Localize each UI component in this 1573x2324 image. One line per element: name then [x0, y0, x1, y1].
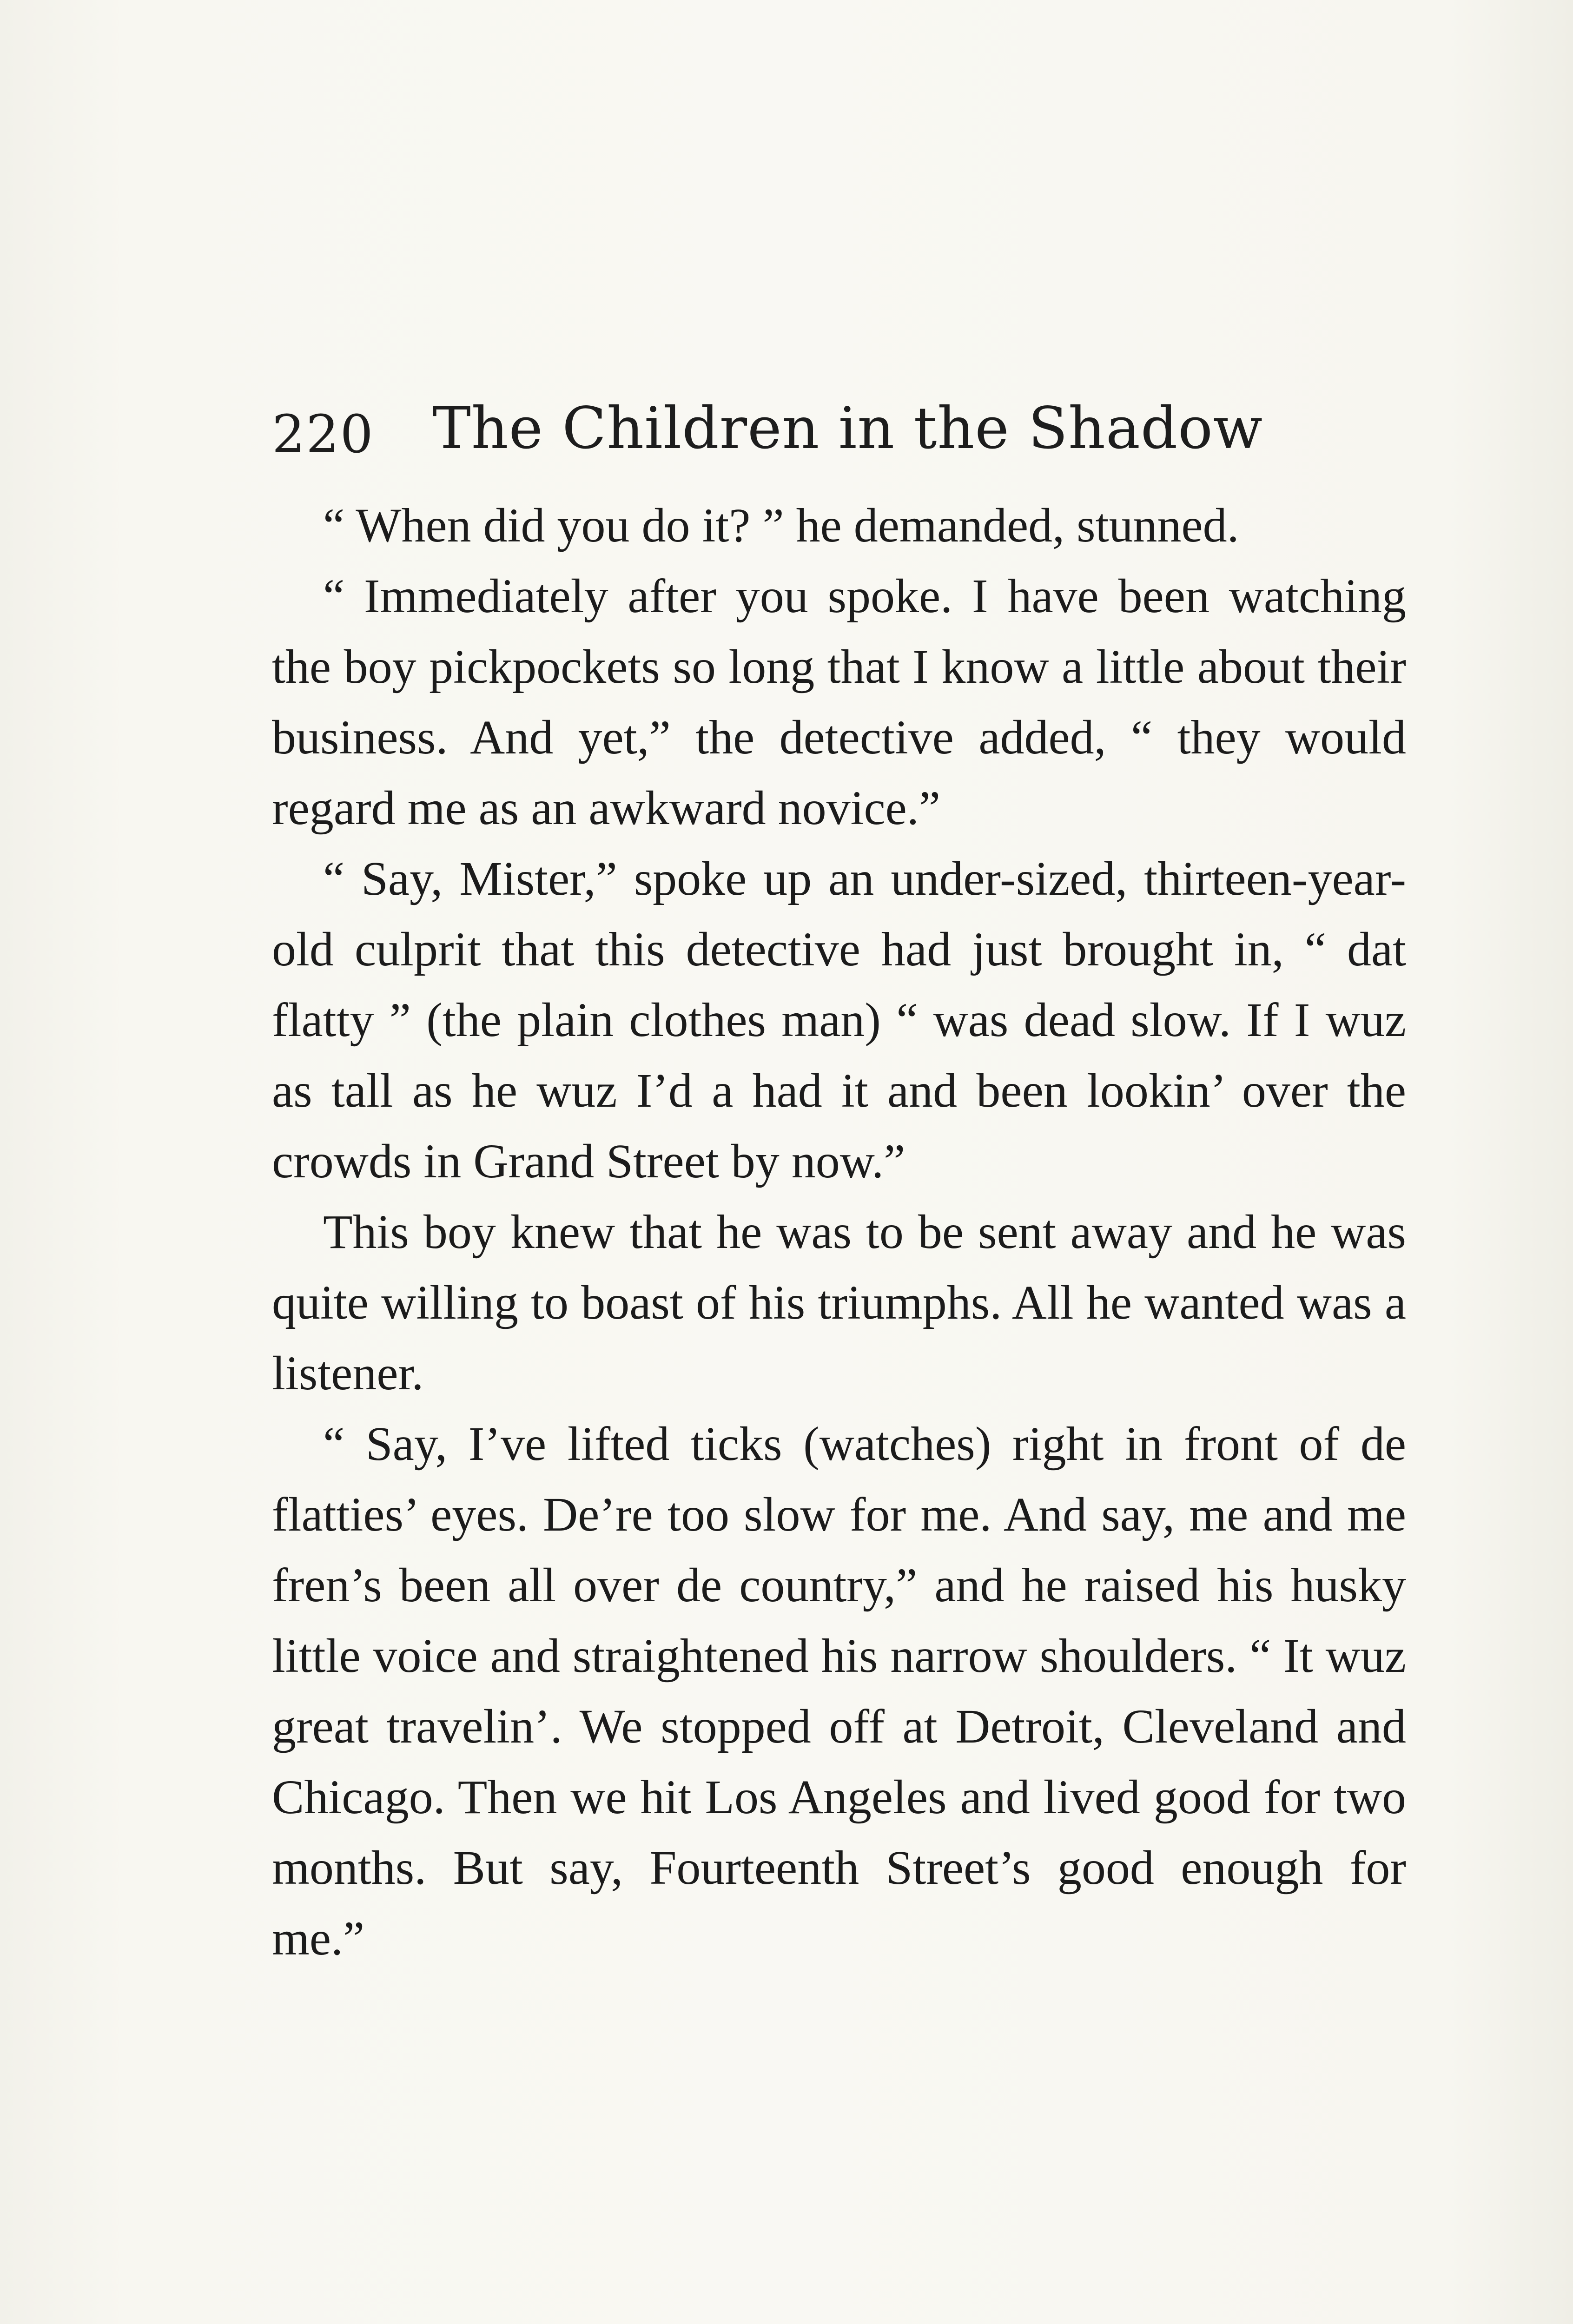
page-header	[272, 386, 1411, 479]
paragraph: “ Say, I’ve lifted ticks (watches) right in front of de flatties’ eyes. De’re too slow for me. And say, me and me fren’s been all over de country,” and he raised his husky little voice and straightened his narrow shoulders. “ It wuz great travelin’. We stopped off at Detroit, Cleveland and Chicago. Then we hit Los Angeles and lived good for two months. But say, Fourteenth Street’s good enough for me.”	[272, 1417, 1406, 1965]
paragraph: “ Say, Mister,” spoke up an under-sized, thirteen-year-old culprit that this detective had just brought in, “ dat flatty ” (the plain clothes man) “ was dead slow. If I wuz as tall as he wuz I’d a had it and been lookin’ over the crowds in Grand Street by now.”	[272, 852, 1406, 1188]
paragraph: “ When did you do it? ” he demanded, stunned.	[323, 499, 1239, 552]
paragraph: “ Immediately after you spoke. I have been watching the boy pickpockets so long that I know a little about their business. And yet,” the detective added, “ they would regard me as an awkward novice.”	[272, 569, 1406, 835]
page-number: 220	[272, 404, 374, 465]
body-text	[272, 490, 1406, 1974]
paragraph: This boy knew that he was to be sent away and he was quite willing to boast of his triumphs. All he wanted was a listener.	[272, 1205, 1406, 1400]
running-title: The Children in the Shadow	[432, 395, 1263, 462]
